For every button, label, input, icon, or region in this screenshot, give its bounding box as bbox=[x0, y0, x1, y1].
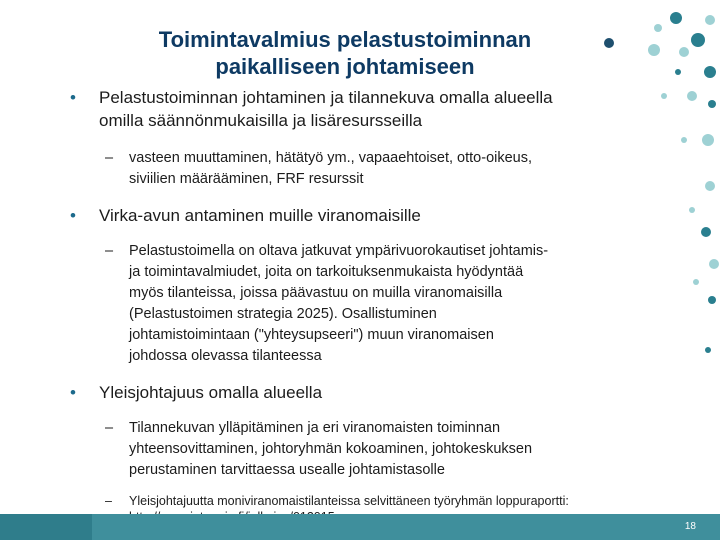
title-line-2: paikalliseen johtamiseen bbox=[215, 54, 475, 79]
dash-marker: – bbox=[105, 243, 114, 259]
logo-line-1: SISÄMINISTERIÖ bbox=[598, 464, 672, 474]
sub-line: myös tilanteissa, joissa päävastuu on muilla viranomaisilla bbox=[129, 285, 503, 301]
sub-line: Yleisjohtajuutta moniviranomaistilanteissa selvittäneen työryhmän loppuraportti: bbox=[129, 494, 569, 508]
sub-line: perustaminen tarvittaessa usealle johtamistasolle bbox=[129, 462, 445, 478]
footer-left-block bbox=[0, 514, 92, 540]
sub-line: Pelastustoimella on oltava jatkuvat ympärivuorokautiset johtamis- bbox=[129, 243, 549, 259]
bullet-1-line-2: omilla säännönmukaisilla ja lisäresursseilla bbox=[99, 111, 423, 130]
title-line-1: Toimintavalmius pelastustoiminnan bbox=[158, 27, 532, 52]
dash-marker: – bbox=[105, 494, 112, 508]
bullet-2 bbox=[64, 204, 664, 227]
bullet-3-line-1: Yleisjohtajuus omalla alueella bbox=[99, 383, 323, 402]
footer-band bbox=[0, 514, 720, 540]
bullet-marker: • bbox=[70, 88, 76, 107]
sub-line: yhteensovittaminen, johtoryhmän kokoaminen, johtokeskuksen bbox=[129, 441, 533, 457]
dash-marker: – bbox=[105, 420, 114, 436]
sub-line: (Pelastustoimen strategia 2025). Osallistuminen bbox=[129, 306, 437, 322]
bullet-2-sub-1 bbox=[64, 241, 664, 367]
bullet-1 bbox=[64, 86, 664, 132]
page-number: 18 bbox=[684, 521, 696, 532]
ministry-logo bbox=[568, 458, 696, 500]
slide-title bbox=[60, 26, 630, 80]
sub-line: Tilannekuvan ylläpitäminen ja eri viranomaisten toiminnan bbox=[129, 420, 501, 436]
logo-line-2: INRIKESMINISTERIET bbox=[598, 475, 692, 485]
title-dot bbox=[604, 38, 614, 48]
dash-marker: – bbox=[105, 150, 114, 166]
sub-line: johtamistoimintaan ("yhteysupseeri") muun viranomaisen bbox=[129, 327, 494, 343]
bullet-2-line-1: Virka-avun antaminen muille viranomaisille bbox=[99, 206, 421, 225]
sub-line: siviilien määrääminen, FRF resurssit bbox=[129, 171, 364, 187]
sub-line: vasteen muuttaminen, hätätyö ym., vapaaehtoiset, otto-oikeus, bbox=[129, 150, 533, 166]
bullet-marker: • bbox=[70, 206, 76, 225]
bullet-marker: • bbox=[70, 383, 76, 402]
logo-text bbox=[598, 464, 691, 486]
sub-line: ja toimintavalmiudet, joita on tarkoituksenmukaista hyödyntää bbox=[129, 264, 524, 280]
lion-crest-icon bbox=[570, 460, 594, 494]
sub-line: johdossa olevassa tilanteessa bbox=[129, 348, 322, 364]
bullet-1-sub-1 bbox=[64, 148, 664, 190]
bullet-1-line-1: Pelastustoiminnan johtaminen ja tilannekuva omalla alueella bbox=[99, 88, 553, 107]
bullet-3 bbox=[64, 381, 664, 404]
